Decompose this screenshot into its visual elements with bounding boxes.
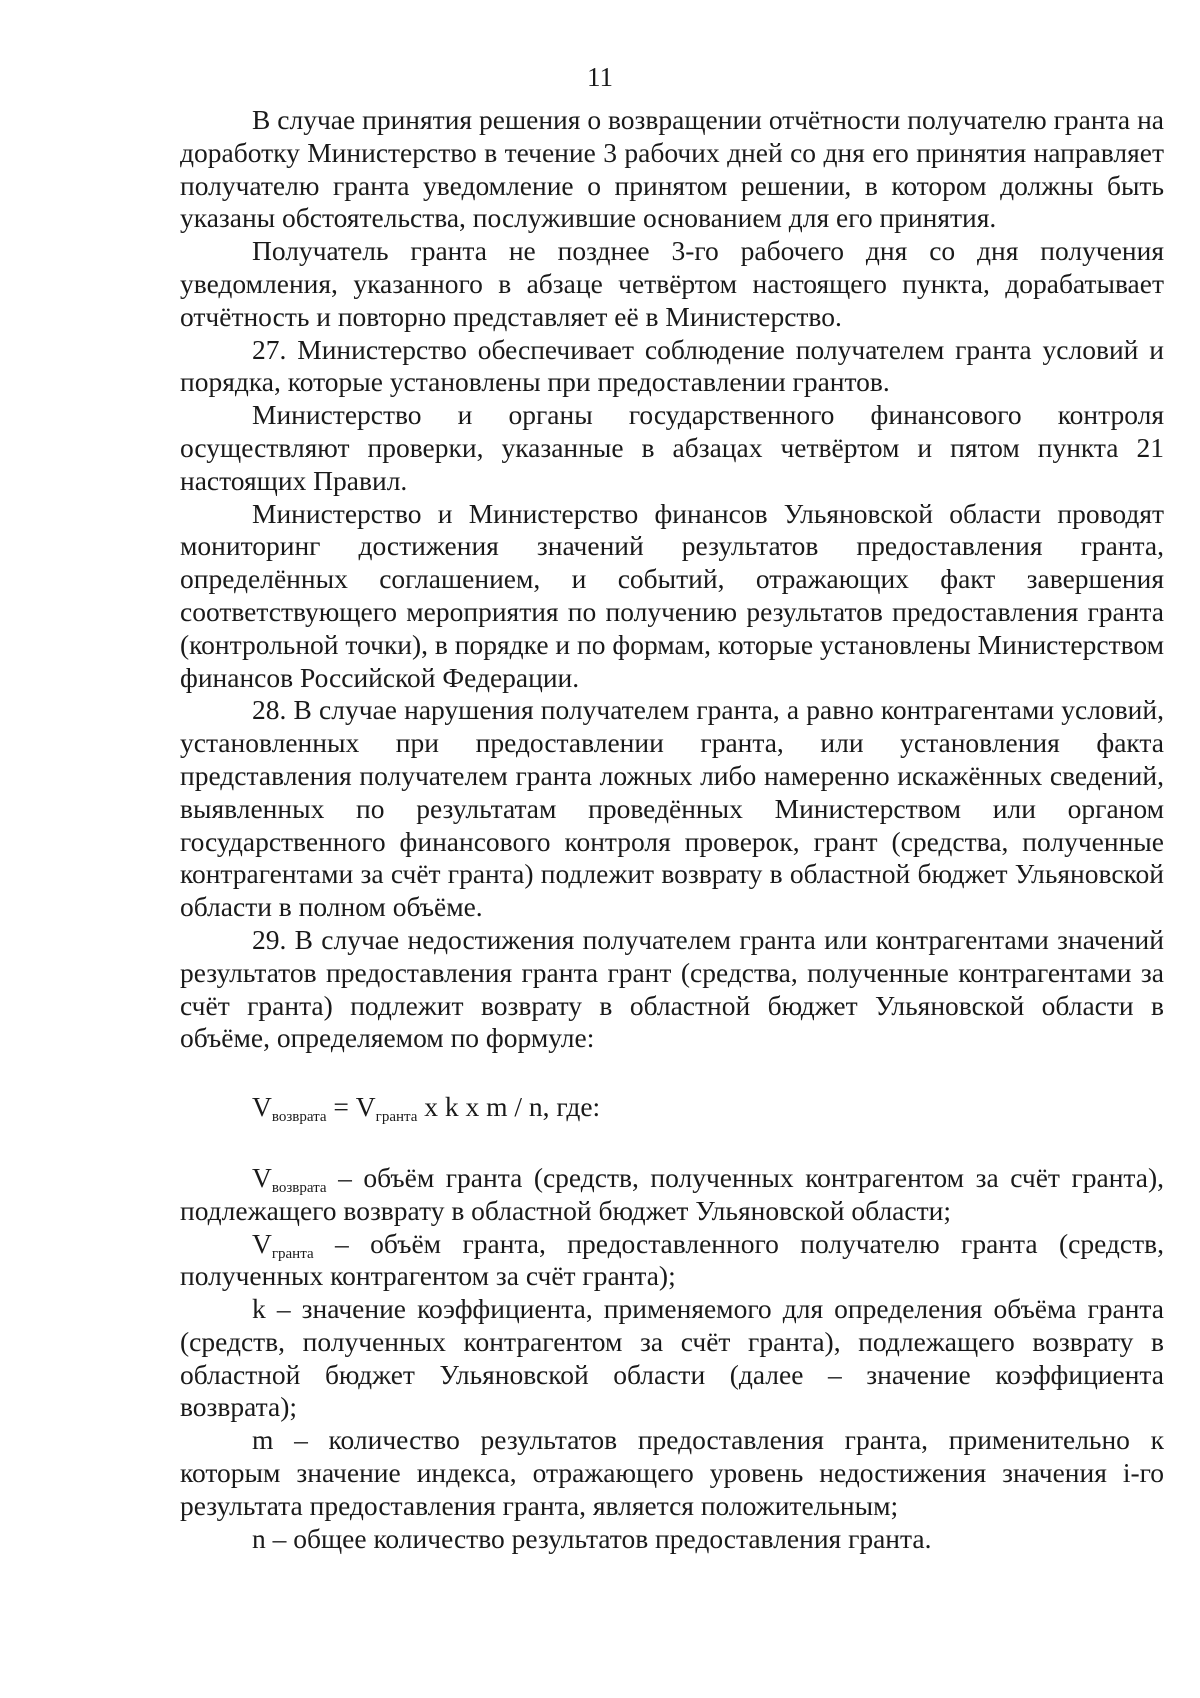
definition-v-grant-sub: гранта: [271, 1245, 314, 1262]
definition-n: n – общее количество результатов предоставления гранта.: [252, 1522, 932, 1554]
definition-v-grant: [180, 1228, 1164, 1294]
paragraph-inspections: Министерство и органы государственного финансового контроля осуществляют проверки, указанные в абзацах четвёртом и пятом пункта 21 настоящих Правил.: [180, 399, 1164, 496]
definition-v-return-sub: возврата: [271, 1179, 327, 1196]
definition-v-return-symbol: V: [252, 1161, 272, 1193]
document-body: [180, 104, 1164, 1555]
return-formula: [180, 1091, 1164, 1124]
definition-k: k – значение коэффициента, применяемого для определения объёма гранта (средств, полученных контрагентом за счёт гранта), подлежащего возврату в областной бюджет Ульяновской области (далее – значение коэффициента возврата);: [180, 1293, 1164, 1423]
paragraph-monitoring: Министерство и Министерство финансов Ульяновской области проводят мониторинг достижения значений результатов предоставления гранта, определённых соглашением, и событий, отражающих факт завершения соответствующего мероприятия по получению результатов предоставления гранта (контрольной точки), в порядке и по формам, которые установлены Министерством финансов Российской Федерации.: [180, 497, 1164, 693]
formula-sub-grant: гранта: [375, 1109, 418, 1126]
definition-v-grant-text: – объём гранта, предоставленного получателю гранта (средств, полученных контрагентом за счёт гранта);: [180, 1227, 1164, 1292]
definition-v-return: [180, 1162, 1164, 1228]
formula-v-grant: V: [355, 1091, 376, 1123]
paragraph-report-return: В случае принятия решения о возвращении отчётности получателю гранта на доработку Министерство в течение 3 рабочих дней со дня его принятия направляет получателю гранта уведомление о принятом решении, в котором должны быть указаны обстоятельства, послужившие основанием для его принятия.: [180, 104, 1164, 234]
formula-v-return: V: [252, 1091, 272, 1123]
formula-rest: x k x m / n, где:: [417, 1091, 601, 1123]
paragraph-item-28: 28. В случае нарушения получателем гранта, а равно контрагентами условий, установленных при предоставлении гранта, или установления факта представления получателем гранта ложных либо намеренно искажённых сведений, выявленных по результатам проведённых Министерством или органом государственного финансового контроля проверок, грант (средства, полученные контрагентами за счёт гранта) подлежит возврату в областной бюджет Ульяновской области в полном объёме.: [180, 694, 1164, 923]
formula-equals: =: [326, 1091, 356, 1123]
formula-sub-return: возврата: [271, 1109, 327, 1126]
definition-v-return-text: – объём гранта (средств, полученных контрагентом за счёт гранта), подлежащего возврату в областной бюджет Ульяновской области;: [180, 1161, 1164, 1226]
page-number: 11: [587, 62, 613, 92]
paragraph-item-29: 29. В случае недостижения получателем гранта или контрагентами значений результатов предоставления гранта грант (средства, полученные контрагентами за счёт гранта) подлежит возврату в областной бюджет Ульяновской области в объёме, определяемом по формуле:: [180, 923, 1164, 1054]
paragraph-recipient-rework: Получатель гранта не позднее 3-го рабочего дня со дня получения уведомления, указанного в абзаце четвёртом настоящего пункта, дорабатывает отчётность и повторно представляет её в Министерство.: [180, 235, 1164, 332]
paragraph-item-27: 27. Министерство обеспечивает соблюдение получателем гранта условий и порядка, которые установлены при предоставлении грантов.: [180, 333, 1164, 398]
definition-m: m – количество результатов предоставления гранта, применительно к которым значение индекса, отражающего уровень недостижения значения i-го результата предоставления гранта, является положительным;: [180, 1424, 1164, 1521]
definition-v-grant-symbol: V: [252, 1227, 272, 1259]
